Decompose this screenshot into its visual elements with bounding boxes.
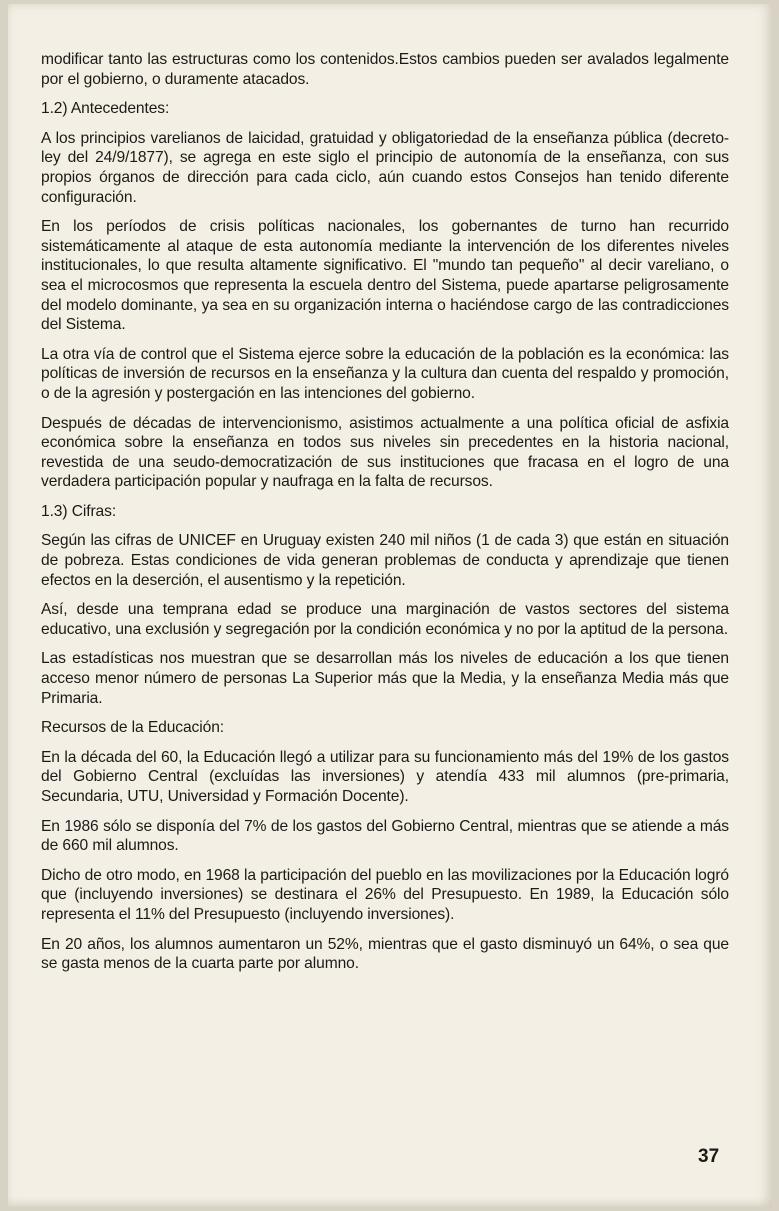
section-heading-antecedentes: 1.2) Antecedentes: — [41, 100, 170, 118]
book-page — [8, 4, 772, 1207]
section-heading-cifras: 1.3) Cifras: — [41, 502, 117, 520]
page-number: 37 — [698, 1146, 720, 1167]
paragraph: Las estadísticas nos muestran que se desarrollan más los niveles de educación a los que tienen acceso menor número de personas La Superior más que la Media, y la enseñanza Media más que Primaria. — [41, 650, 729, 707]
paragraph: En los períodos de crisis políticas nacionales, los gobernantes de turno han recurrido sistemáticamente al ataque de esta autonomía mediante la intervención de los diferentes niveles institucionales, lo que resulta altamente significativo. El "mundo tan pequeño" al decir vareliano, o sea el microcosmos que representa la escuela dentro del Sistema, puede apartarse peligrosamente del modelo dominante, ya sea en su organización interna o haciéndose cargo de las contradicciones del Sistema. — [41, 218, 729, 334]
paragraph: En 1986 sólo se disponía del 7% de los gastos del Gobierno Central, mientras que se atiende a más de 660 mil alumnos. — [41, 817, 729, 855]
paragraph: La otra vía de control que el Sistema ejerce sobre la educación de la población es la económica: las políticas de inversión de recursos en la enseñanza y la cultura dan cuenta del respaldo y promoción, o de la agresión y postergación en las intenciones del gobierno. — [41, 345, 729, 402]
paragraph: A los principios varelianos de laicidad, gratuidad y obligatoriedad de la enseñanza pública (decreto-ley del 24/9/1877), se agrega en este siglo el principio de autonomía de la enseñanza, con sus propios órganos de dirección para cada ciclo, aún cuando estos Consejos han tenido diferente configuración. — [41, 129, 729, 206]
paragraph: En la década del 60, la Educación llegó a utilizar para su funcionamiento más del 19% de los gastos del Gobierno Central (excluídas las inversiones) y atendía 433 mil alumnos (pre-primaria, Secundaria, UTU, Universidad y Formación Docente). — [41, 748, 729, 805]
paragraph: modificar tanto las estructuras como los contenidos.Estos cambios pueden ser avalados legalmente por el gobierno, o duramente atacados. — [41, 51, 729, 88]
body-text — [41, 50, 729, 984]
subheading-recursos: Recursos de la Educación: — [41, 719, 224, 737]
paragraph: En 20 años, los alumnos aumentaron un 52%, mientras que el gasto disminuyó un 64%, o sea que se gasta menos de la cuarta parte por alumno. — [41, 935, 729, 973]
paragraph: Según las cifras de UNICEF en Uruguay existen 240 mil niños (1 de cada 3) que están en situación de pobreza. Estas condiciones de vida generan problemas de conducta y aprendizaje que tienen efectos en la deserción, el ausentismo y la repetición. — [41, 532, 729, 589]
paragraph: Así, desde una temprana edad se produce una marginación de vastos sectores del sistema educativo, una exclusión y segregación por la condición económica y no por la aptitud de la persona. — [41, 601, 729, 638]
paragraph: Después de décadas de intervencionismo, asistimos actualmente a una política oficial de asfixia económica sobre la enseñanza en todos sus niveles sin precedentes en la historia nacional, revestida de una seudo-democratización de sus instituciones que fracasa en el logro de una verdadera participación popular y naufraga en la falta de recursos. — [41, 414, 729, 491]
paragraph: Dicho de otro modo, en 1968 la participación del pueblo en las movilizaciones por la Educación logró que (incluyendo inversiones) se destinara el 26% del Presupuesto. En 1989, la Educación sólo representa el 11% del Presupuesto (incluyendo inversiones). — [41, 866, 729, 923]
